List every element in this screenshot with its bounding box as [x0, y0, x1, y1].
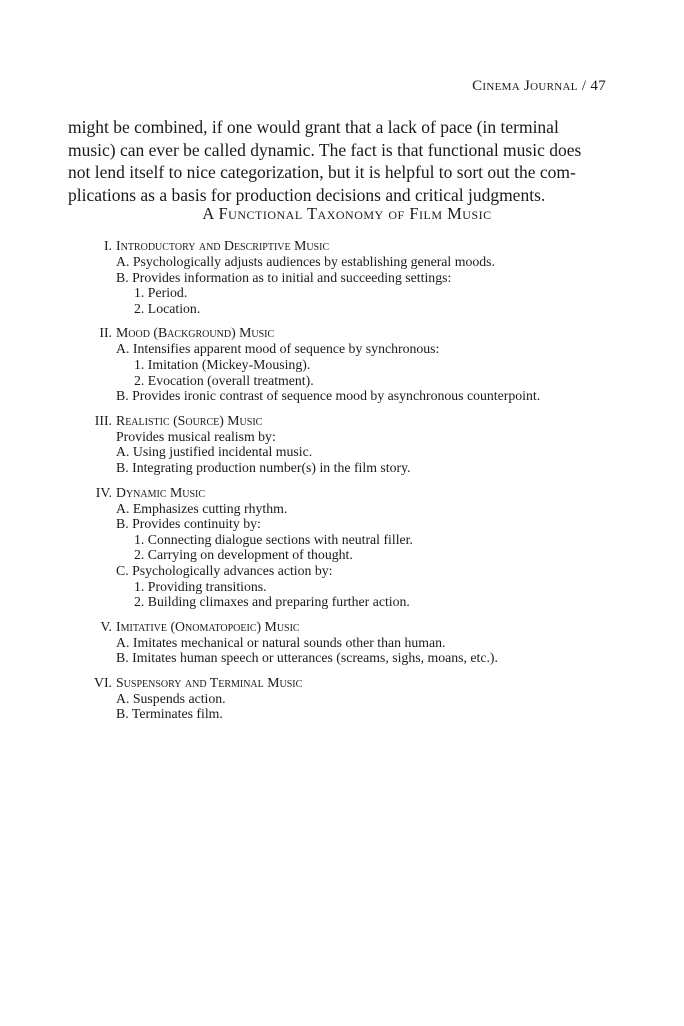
- header-separator: /: [581, 78, 587, 94]
- section-numeral: IV.: [95, 484, 112, 500]
- paragraph-line: not lend itself to nice categorization, but it is helpful to sort out the com-: [68, 162, 576, 182]
- outline-item: B. Integrating production number(s) in the film story.: [116, 459, 411, 475]
- paragraph-line: might be combined, if one would grant that a lack of pace (in terminal: [68, 117, 559, 137]
- section-title: Dynamic Music: [116, 484, 206, 500]
- section-numeral: II.: [99, 325, 112, 341]
- section-title: Introductory and Descriptive Music: [116, 238, 330, 253]
- outline-item: A. Psychologically adjusts audiences by establishing general moods.: [116, 254, 495, 269]
- outline-item: A. Suspends action.: [116, 690, 226, 706]
- outline-item: C. Psychologically advances action by:: [116, 562, 333, 578]
- outline-item: 1. Period.: [134, 285, 188, 301]
- section-heading: [76, 325, 636, 341]
- page-number: 47: [590, 78, 606, 94]
- outline-item: 2. Carrying on development of thought.: [134, 547, 353, 563]
- outline-item: B. Imitates human speech or utterances (screams, sighs, moans, etc.).: [116, 650, 498, 666]
- running-header: [472, 78, 606, 95]
- taxonomy-section: [76, 238, 636, 316]
- outline-item: 1. Providing transitions.: [134, 578, 267, 594]
- outline-item: 2. Evocation (overall treatment).: [134, 372, 314, 388]
- taxonomy-section: [76, 675, 636, 722]
- body-paragraph: [68, 116, 608, 206]
- outline-item: 1. Connecting dialogue sections with neutral filler.: [134, 531, 413, 547]
- section-heading: [76, 238, 636, 254]
- taxonomy-section: [76, 485, 636, 610]
- taxonomy-title: A Functional Taxonomy of Film Music: [202, 204, 492, 223]
- section-title: Mood (Background) Music: [116, 325, 275, 341]
- section-title: Realistic (Source) Music: [116, 412, 263, 428]
- taxonomy-section: [76, 325, 636, 403]
- section-heading: [76, 619, 636, 635]
- outline-item: 1. Imitation (Mickey-Mousing).: [134, 356, 311, 372]
- section-numeral: VI.: [93, 674, 112, 690]
- section-numeral: I.: [103, 238, 112, 253]
- taxonomy-outline: [76, 238, 636, 731]
- section-heading: [76, 413, 636, 429]
- outline-item: A. Intensifies apparent mood of sequence by synchronous:: [116, 341, 440, 357]
- paragraph-line: plications as a basis for production decisions and critical judgments.: [68, 184, 546, 205]
- section-heading: [76, 675, 636, 691]
- outline-item: Provides musical realism by:: [116, 428, 276, 444]
- section-title: Suspensory and Terminal Music: [116, 674, 303, 690]
- section-heading: [76, 485, 636, 501]
- outline-item: B. Provides ironic contrast of sequence mood by asynchronous counterpoint.: [116, 388, 541, 404]
- outline-item: 2. Location.: [134, 300, 201, 316]
- outline-item: B. Provides information as to initial and succeeding settings:: [116, 269, 452, 285]
- taxonomy-section: [76, 619, 636, 666]
- outline-item: A. Emphasizes cutting rhythm.: [116, 500, 288, 516]
- outline-item: 2. Building climaxes and preparing further action.: [134, 594, 410, 610]
- section-numeral: V.: [100, 618, 112, 634]
- taxonomy-section: [76, 413, 636, 476]
- outline-item: A. Using justified incidental music.: [116, 444, 313, 460]
- outline-item: A. Imitates mechanical or natural sounds other than human.: [116, 634, 446, 650]
- journal-name: Cinema Journal: [472, 78, 578, 94]
- section-numeral: III.: [94, 412, 112, 428]
- section-title: Imitative (Onomatopoeic) Music: [116, 618, 300, 634]
- outline-item: B. Terminates film.: [116, 706, 223, 722]
- paragraph-line: music) can ever be called dynamic. The fact is that functional music does: [68, 139, 582, 160]
- outline-item: B. Provides continuity by:: [116, 516, 261, 532]
